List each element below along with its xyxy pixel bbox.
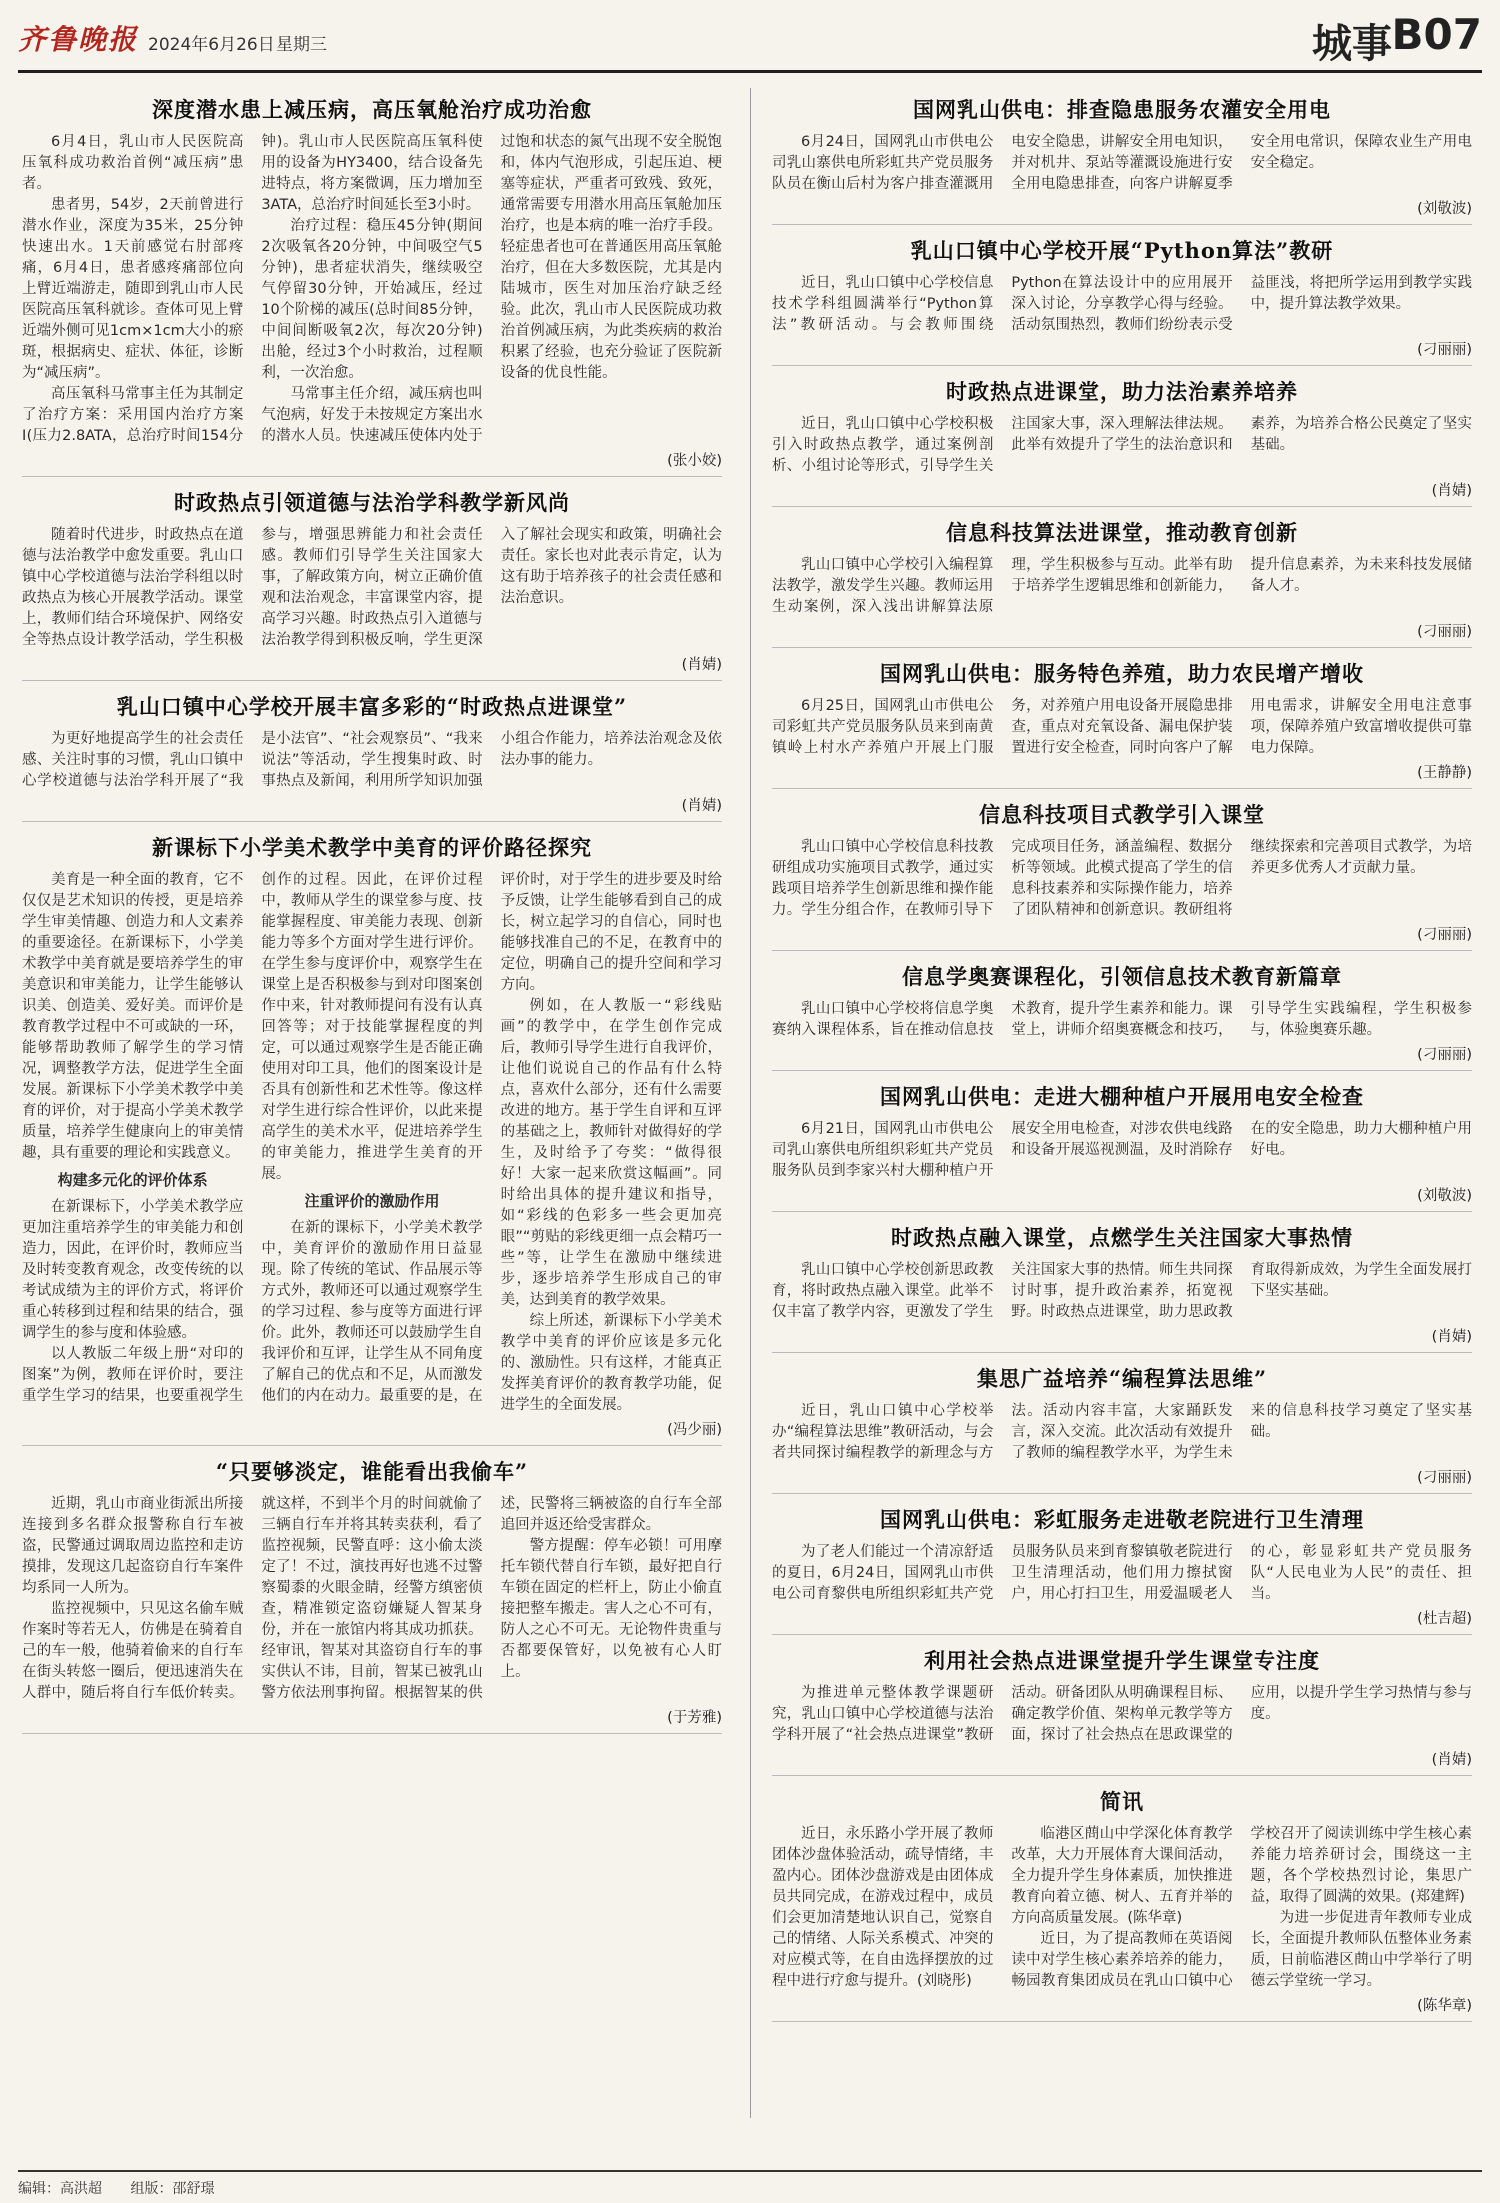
- article-body: [772, 696, 1472, 759]
- article: [22, 832, 722, 1446]
- article-author: (王静静): [1417, 765, 1472, 781]
- article-headline: 国网乳山供电：走进大棚种植户开展用电安全检查: [880, 1084, 1364, 1109]
- article-author: (刁丽丽): [1417, 927, 1472, 943]
- article-author: (刁丽丽): [1417, 342, 1472, 358]
- article-paragraph: 近日，乳山口镇中心学校信息技术学科组圆满举行“Python算法”教研活动。与会教师围绕Python在算法设计中的应用展开深入讨论，分享教学心得与经验。活动氛围热烈，教师们纷纷表示受益匪浅，将把所学运用到教学实践中，提升算法教学效果。: [772, 275, 1472, 333]
- article-body: [22, 870, 722, 1416]
- article-body: [22, 1494, 722, 1704]
- article-body: [772, 1260, 1472, 1323]
- article: [772, 517, 1472, 648]
- article-headline: 国网乳山供电：排查隐患服务农灌安全用电: [913, 97, 1331, 122]
- article: [22, 691, 722, 822]
- article-headline: 时政热点融入课堂，点燃学生关注国家大事热情: [891, 1225, 1353, 1250]
- article-paragraph: 乳山口镇中心学校引入编程算法教学，激发学生兴趣。教师运用生动案例，深入浅出讲解算法原理，学生积极参与互动。此举有助于培养学生逻辑思维和创新能力，提升信息素养，为未来科技发展储备人才。: [772, 557, 1472, 615]
- article-author: (于芳雅): [667, 1710, 722, 1726]
- article-body: [772, 1824, 1472, 1992]
- article-paragraph: 6月24日，国网乳山市供电公司乳山寨供电所彩虹共产党员服务队员在衡山后村为客户排查灌溉用电安全隐患，讲解安全用电知识，并对机井、泵站等灌溉设施进行安全用电隐患排查，向客户讲解夏季安全用电常识，保障农业生产用电安全稳定。: [772, 134, 1472, 192]
- article-paragraph: 近日，乳山口镇中心学校举办“编程算法思维”教研活动，与会者共同探讨编程教学的新理念与方法。活动内容丰富，大家踊跃发言，深入交流。此次活动有效提升了教师的编程教学水平，为学生未来的信息科技学习奠定了坚实基础。: [772, 1403, 1472, 1461]
- article-paragraph: 患者男，54岁，2天前曾进行潜水作业，深度为35米，25分钟快速出水。1天前感觉右肘部疼痛，6月4日，患者感疼痛部位向上臂近端游走，随即到乳山市人民医院高压氧科就诊。查体可见上臂近端外侧可见1cm×1cm大小的瘀斑，根据病史、症状、体征，诊断为“减压病”。: [22, 197, 244, 381]
- article-subheading: 注重评价的激励作用: [304, 1192, 440, 1210]
- article-subheading: 构建多元化的评价体系: [57, 1171, 208, 1189]
- article-body: [772, 132, 1472, 195]
- article-author: (刁丽丽): [1417, 1470, 1472, 1486]
- article-headline: 信息学奥赛课程化，引领信息技术教育新篇章: [902, 964, 1342, 989]
- article-paragraph: 6月25日，国网乳山市供电公司彩虹共产党员服务队员来到南黄镇岭上村水产养殖户开展上门服务，对养殖户用电设备开展隐患排查，重点对充氧设备、漏电保护装置进行安全检查，同时向客户了解用电需求，讲解安全用电注意事项，保障养殖户致富增收提供可靠电力保障。: [772, 698, 1472, 756]
- article-author: (肖婧): [681, 657, 722, 673]
- article: [22, 1456, 722, 1734]
- article-body: [772, 1401, 1472, 1464]
- article-paragraph: 6月4日，乳山市人民医院高压氧科成功救治首例“减压病”患者。: [22, 134, 244, 192]
- article-headline: 新课标下小学美术教学中美育的评价路径探究: [152, 835, 592, 860]
- article: [772, 1645, 1472, 1776]
- article-paragraph: 近日，永乐路小学开展了教师团体沙盘体验活动，疏导情绪，丰盈内心。团体沙盘游戏是由团体成员共同完成，在游戏过程中，成员们会更加清楚地认识自己，觉察自己的情绪、人际关系模式、冲突的对应模式等，在自由选择摆放的过程中进行疗愈与提升。(刘晓彤): [772, 1826, 994, 1989]
- article: [772, 1504, 1472, 1635]
- article-body: [772, 1542, 1472, 1605]
- issue-weekday: 星期三: [276, 35, 327, 55]
- article-headline: 利用社会热点进课堂提升学生课堂专注度: [924, 1648, 1320, 1673]
- article-paragraph: 临港区蔄山中学深化体育教学改革，大力开展体育大课间活动，全力提升学生身体素质，加快推进教育向着立德、树人、五育并举的方向高质量发展。(陈华章): [1011, 1826, 1233, 1926]
- article-author: (张小姣): [667, 453, 722, 469]
- article-body: [22, 729, 722, 792]
- article: [22, 94, 722, 477]
- article-body: [772, 1119, 1472, 1182]
- article: [772, 376, 1472, 507]
- article-paragraph: 为推进单元整体教学课题研究，乳山口镇中心学校道德与法治学科开展了“社会热点进课堂”教研活动。研备团队从明确课程目标、确定教学价值、架构单元教学等方面，探讨了社会热点在思政课堂的应用，以提升学生学习热情与参与度。: [772, 1685, 1472, 1743]
- article-paragraph: 近期，乳山市商业街派出所接连接到多名群众报警称自行车被盗，民警通过调取周边监控和走访摸排，发现这几起盗窃自行车案件均系同一人所为。: [22, 1496, 244, 1596]
- section-name: 城事: [1312, 20, 1392, 67]
- article-body: [772, 837, 1472, 921]
- article-paragraph: 监控视频中，只见这名偷车贼作案时等若无人，仿佛是在骑着自己的车一般，他骑着偷来的自行车在街头转悠一圈后，便迅速消失在人群中，随后将自行车低价转卖。就这样，不到半个月的时间就偷了三辆自行车并将其转卖获利，看了监控视频，民警直呼：这小偷太淡定了！不过，演技再好也逃不过警察蜀黍的火眼金睛，经警方缜密侦查，精准锁定盗窃嫌疑人智某身份，并在一旅馆内将其成功抓获。经审讯，智某对其盗窃自行车的事实供认不讳，目前，智某已被乳山警方依法刑事拘留。根据智某的供述，民警将三辆被盗的自行车全部追回并返还给受害群众。: [22, 1496, 722, 1701]
- article-headline: 简讯: [1100, 1789, 1144, 1814]
- article-headline: 国网乳山供电：服务特色养殖，助力农民增产增收: [880, 661, 1364, 686]
- article-author: (肖婧): [1431, 1329, 1472, 1345]
- article-paragraph: 为了老人们能过一个清凉舒适的夏日，6月24日，国网乳山市供电公司育黎供电所组织彩虹共产党员服务队员来到育黎镇敬老院进行卫生清理活动，他们用力擦拭窗户，用心打扫卫生，用爱温暖老人的心，彰显彩虹共产党员服务队“人民电业为人民”的责任、担当。: [772, 1544, 1472, 1602]
- article-paragraph: 高压氧科马常事主任为其制定了治疗方案：采用国内治疗方案Ⅰ(压力2.8ATA，总治疗时间154分钟)。乳山市人民医院高压氧科使用的设备为HY3400，结合设备先进特点，将方案微调，压力增加至3ATA，总治疗时间延长至3小时。: [22, 134, 483, 444]
- article-paragraph: 综上所述，新课标下小学美术教学中美育的评价应该是多元化的、激励性。只有这样，才能真正发挥美育评价的教育教学功能，促进学生的全面发展。: [500, 1313, 722, 1413]
- article-body: [772, 999, 1472, 1041]
- page-number: B07: [1391, 10, 1482, 59]
- article-author: (刘敬波): [1417, 1188, 1472, 1204]
- article-paragraph: 随着时代进步，时政热点在道德与法治教学中愈发重要。乳山口镇中心学校道德与法治学科组以时政热点为核心开展教学活动。课堂上，教师们结合环境保护、网络安全等热点设计教学活动，学生积极参与，增强思辨能力和社会责任感。教师们引导学生关注国家大事，了解政策方向，树立正确价值观和法治观念，丰富课堂内容，提高学习兴趣。时政热点引入道德与法治教学得到积极反响，学生更深入了解社会现实和政策，明确社会责任。家长也对此表示肯定，认为这有助于培养孩子的社会责任感和法治意识。: [22, 527, 722, 648]
- article-headline: 乳山口镇中心学校开展“Python算法”教研: [910, 238, 1334, 263]
- left-column: [22, 90, 722, 1744]
- article: [22, 487, 722, 681]
- article-paragraph: 乳山口镇中心学校信息科技教研组成功实施项目式教学，通过实践项目培养学生创新思维和操作能力。学生分组合作，在教师引导下完成项目任务，涵盖编程、数据分析等领域。此模式提高了学生的信息科技素养和实际操作能力，培养了团队精神和创新意识。教研组将继续探索和完善项目式教学，为培养更多优秀人才贡献力量。: [772, 839, 1472, 918]
- article-paragraph: 治疗过程：稳压45分钟(期间2次吸氧各20分钟，中间吸空气5分钟)，患者症状消失，继续吸空气停留30分钟，开始减压，经过10个阶梯的减压(总时间85分钟，中间间断吸氧2次，每次20分钟)出舱，经过3个小时救治，过程顺利，一次治愈。: [261, 218, 483, 381]
- article-author: (刘敬波): [1417, 201, 1472, 217]
- article-headline: 集思广益培养“编程算法思维”: [976, 1366, 1268, 1391]
- masthead-logo: 齐鲁晚报: [18, 23, 139, 56]
- article-headline: “只要够淡定，谁能看出我偷车”: [215, 1459, 529, 1484]
- article: [772, 94, 1472, 225]
- article-paragraph: 6月21日，国网乳山市供电公司乳山寨供电所组织彩虹共产党员服务队员到李家兴村大棚种植户开展安全用电检查，对涉农供电线路和设备开展巡视测温，及时消除存在的安全隐患，助力大棚种植户用好电。: [772, 1121, 1472, 1179]
- article-author: (杜吉超): [1417, 1611, 1472, 1627]
- column-divider: [750, 88, 751, 2118]
- article-author: (陈华章): [1417, 1998, 1472, 2014]
- article-paragraph: 例如，在人教版一“彩线贴画”的教学中，在学生创作完成后，教师引导学生进行自我评价，让他们说说自己的作品有什么特点，喜欢什么部分，还有什么需要改进的地方。基于学生自评和互评的基础之上，教师针对做得好的学生，及时给予了夸奖：“做得很好！大家一起来欣赏这幅画”。同时给出具体的提升建议和指导，如“彩线的色彩多一些会更加亮眼”“剪贴的彩线更细一点会精巧一些”等，让学生在激励中继续进步，逐步培养学生形成自己的审美，达到美育的教学效果。: [500, 998, 722, 1308]
- article-paragraph: 在新的课标下，小学美术教学中，美育评价的激励作用日益显现。除了传统的笔试、作品展示等方式外，教师还可以通过观察学生的学习过程、参与度等方面进行评价。此外，教师还可以鼓励学生自我评价和互评，让学生从不同角度了解自己的优点和不足，从而激发他们的内在动力。最重要的是，在评价时，对于学生的进步要及时给予反馈，让学生能够看到自己的成长，树立起学习的自信心，同时也能够找准自己的不足，在教育中的定位，明确自己的提升空间和学习方向。: [261, 872, 722, 1404]
- article-body: [22, 132, 722, 447]
- article-paragraph: 美育是一种全面的教育，它不仅仅是艺术知识的传授，更是培养学生审美情趣、创造力和人文素养的重要途径。在新课标下，小学美术教学中美育就是要培养学生的审美意识和审美能力，让学生能够认识美、创造美、爱好美。而评价是教育教学过程中不可或缺的一环，能够帮助教师了解学生的学习情况，调整教学方法，促进学生全面发展。新课标下小学美术教学中美育的评价，对于提高小学美术教学质量，培养学生健康向上的审美情趣，具有重要的理论和实践意义。: [22, 872, 244, 1161]
- designer-credit: 组版：邵舒璟: [130, 2181, 215, 2197]
- article-body: [22, 525, 722, 651]
- article-author: (冯少丽): [667, 1422, 722, 1438]
- article: [772, 1363, 1472, 1494]
- article: [772, 799, 1472, 951]
- article-headline: 时政热点引领道德与法治学科教学新风尚: [174, 490, 570, 515]
- article: [772, 235, 1472, 366]
- right-column: [772, 90, 1472, 2032]
- editor-credit: 编辑：高洪超: [18, 2181, 102, 2197]
- article-paragraph: 以人教版二年级上册“对印的图案”为例，教师在评价时，要注重学生学习的结果，也要重视学生创作的过程。因此，在评价过程中，教师从学生的课堂参与度、技能掌握程度、审美能力表现、创新能力等多个方面对学生进行评价。在学生参与度评价中，观察学生在课堂上是否积极参与到对印图案创作中来，针对教师提问有没有认真回答等；对于技能掌握程度的判定，可以通过观察学生是否能正确使用对印工具，他们的图案设计是否具有创新性和艺术性等。像这样对学生进行综合性评价，以此来提高学生的美术水平，促进培养学生的审美能力，推进学生美育的开展。: [22, 872, 483, 1404]
- article: [772, 1786, 1472, 2022]
- article-headline: 深度潜水患上减压病，高压氧舱治疗成功治愈: [152, 97, 592, 122]
- article-body: [772, 273, 1472, 336]
- article-author: (刁丽丽): [1417, 624, 1472, 640]
- article-author: (肖婧): [1431, 1752, 1472, 1768]
- article-paragraph: 近日，乳山口镇中心学校积极引入时政热点教学，通过案例剖析、小组讨论等形式，引导学生关注国家大事，深入理解法律法规。此举有效提升了学生的法治意识和素养，为培养合格公民奠定了坚实基础。: [772, 416, 1472, 474]
- article: [772, 961, 1472, 1071]
- article-body: [772, 1683, 1472, 1746]
- article-headline: 时政热点进课堂，助力法治素养培养: [946, 379, 1298, 404]
- article-paragraph: 乳山口镇中心学校将信息学奥赛纳入课程体系，旨在推动信息技术教育，提升学生素养和能力。课堂上，讲师介绍奥赛概念和技巧，引导学生实践编程，学生积极参与，体验奥赛乐趣。: [772, 1001, 1472, 1038]
- article-headline: 信息科技算法进课堂，推动教育创新: [946, 520, 1298, 545]
- article: [772, 1222, 1472, 1353]
- article-paragraph: 为更好地提高学生的社会责任感、关注时事的习惯，乳山口镇中心学校道德与法治学科开展了“我是小法官”、“社会观察员”、“我来说法”等活动，学生搜集时政、时事热点及新闻，利用所学知识加强小组合作能力，培养法治观念及依法办事的能力。: [22, 731, 722, 789]
- article-paragraph: 马常事主任介绍，减压病也叫气泡病，好发于未按规定方案出水的潜水人员。快速减压使体内处于过饱和状态的氮气出现不安全脱饱和，体内气泡形成，引起压迫、梗塞等症状，严重者可致残、致死，通常需要专用潜水用高压氧舱加压治疗，也是本病的唯一治疗手段。轻症患者也可在普通医用高压氧舱治疗，但在大多数医院，尤其是内陆城市，医生对加压治疗缺乏经验。此次，乳山市人民医院成功救治首例减压病，为此类疾病的救治积累了经验，也充分验证了医院新设备的优良性能。: [261, 134, 722, 444]
- issue-date: 2024年6月26日: [148, 35, 275, 55]
- article: [772, 658, 1472, 789]
- article-paragraph: 为进一步促进青年教师专业成长，全面提升教师队伍整体业务素质，日前临港区蔄山中学举行了明德云学堂统一学习。: [1250, 1910, 1472, 1989]
- article-paragraph: 在新课标下，小学美术教学应更加注重培养学生的审美能力和创造力，因此，在评价时，教师应当及时转变教育观念，改变传统的以考试成绩为主的评价方式，将评价重心转移到过程和结果的结合，强调学生的参与度和体验感。: [22, 1199, 244, 1341]
- article-author: (肖婧): [1431, 483, 1472, 499]
- page-footer: [18, 2170, 1482, 2198]
- article-author: (肖婧): [681, 798, 722, 814]
- article-body: [772, 555, 1472, 618]
- article-headline: 信息科技项目式教学引入课堂: [979, 802, 1265, 827]
- article: [772, 1081, 1472, 1212]
- article-headline: 乳山口镇中心学校开展丰富多彩的“时政热点进课堂”: [116, 694, 628, 719]
- article-body: [772, 414, 1472, 477]
- article-paragraph: 近日，为了提高教师在英语阅读中对学生核心素养培养的能力，畅园教育集团成员在乳山口镇中心学校召开了阅读训练中学生核心素养能力培养研讨会，围绕这一主题，各个学校热烈讨论，集思广益，取得了圆满的效果。(郑建辉): [1011, 1826, 1472, 1989]
- page-header: [18, 8, 1482, 73]
- article-author: (刁丽丽): [1417, 1047, 1472, 1063]
- article-headline: 国网乳山供电：彩虹服务走进敬老院进行卫生清理: [880, 1507, 1364, 1532]
- article-paragraph: 警方提醒：停车必锁！可用摩托车锁代替自行车锁，最好把自行车锁在固定的栏杆上，防止小偷直接把整车搬走。害人之心不可有，防人之心不可无。无论物件贵重与否都要保管好，以免被有心人盯上。: [500, 1538, 722, 1680]
- article-paragraph: 乳山口镇中心学校创新思政教育，将时政热点融入课堂。此举不仅丰富了教学内容，更激发了学生关注国家大事的热情。师生共同探讨时事，提升政治素养，拓宽视野。时政热点进课堂，助力思政教育取得新成效，为学生全面发展打下坚实基础。: [772, 1262, 1472, 1320]
